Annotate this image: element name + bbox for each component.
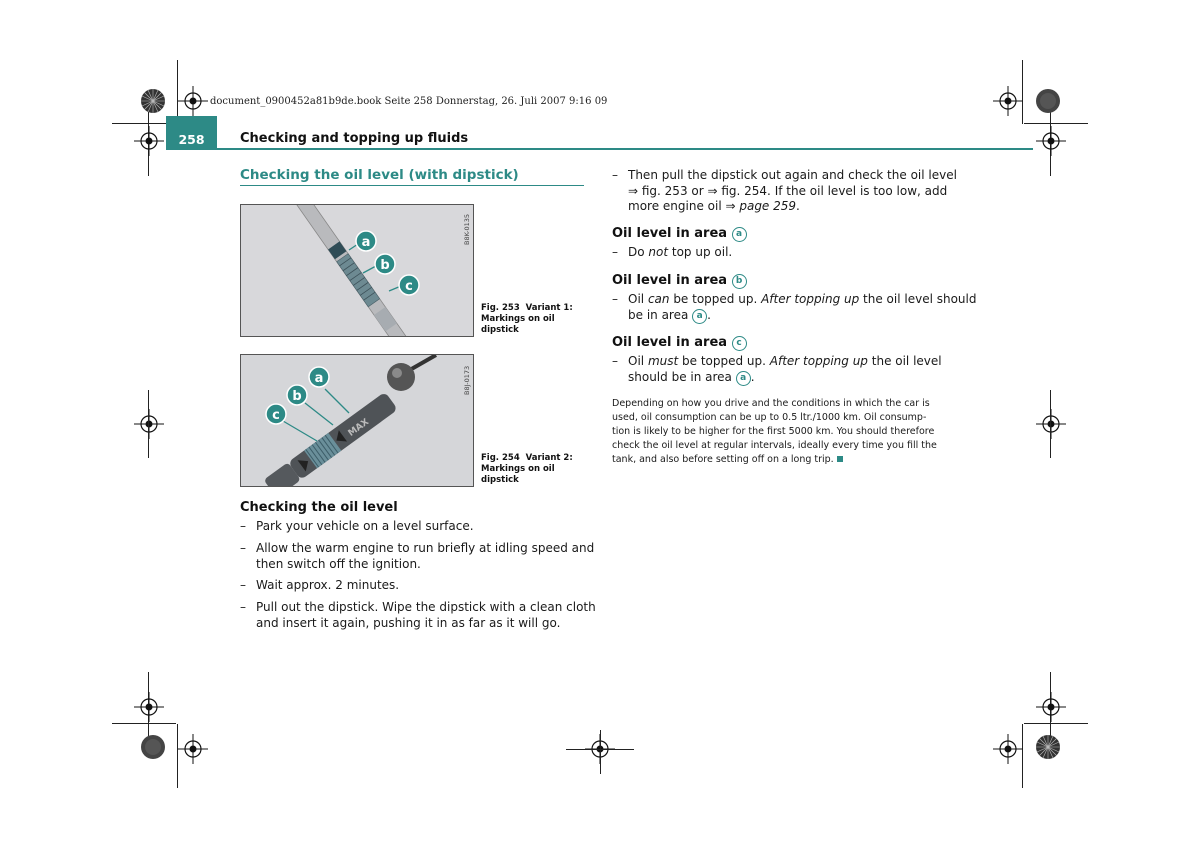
chapter-title: Checking and topping up fluids [240,131,469,146]
registration-mark-icon [1036,692,1066,722]
figure-number: Fig. 254 [481,453,520,463]
step-item: – Pull out the dipstick. Wipe the dipstick with a clean cloth and insert it again, pushing it in as far as it will go. [240,600,596,630]
svg-text:b: b [292,389,302,404]
figure-254-caption [481,453,581,486]
area-a-marker: a [692,309,707,324]
label-a-marker [309,367,329,387]
registration-mark-icon [993,86,1023,116]
label-c-marker [266,404,286,424]
step-text: Oil can be topped up. After topping up the oil level should [628,292,977,306]
label-b-marker [375,254,395,274]
area-a-heading: Oil level in area a [612,226,747,242]
step-text: Oil must be topped up. After topping up the oil level [628,354,942,368]
area-a-marker: a [732,227,747,242]
step-item: – Wait approx. 2 minutes. [240,578,400,592]
figure-253-caption [481,303,581,336]
oil-consumption-note: Depending on how you drive and the conditions in which the car is used, oil consumption can be up to 0.5 ltr./1000 km. Oil consump- tion is likely to be higher for the first 5000 km. You should therefore check the oil level at regular intervals, ideally every time you fill the tank, and also before setting off on a long trip. [612,398,937,465]
area-a-marker: a [736,371,751,386]
registration-mark-icon [134,409,164,439]
step-item: – Oil can be topped up. After topping up the oil level should be in area a . [612,292,977,322]
step-item: – Then pull the dipstick out again and check the oil level ⇒ fig. 253 or ⇒ fig. 254. If the oil level is too low, add more engine oil ⇒ page 259. [612,168,957,213]
step-text: and insert it again, pushing it in as far as it will go. [256,615,561,630]
step-item: – Do not top up oil. [612,245,733,259]
figure-caption-text: Variant 1: Markings on oil dipstick [481,303,573,335]
svg-text:c: c [405,279,413,294]
step-text: more engine oil ⇒ page 259. [628,199,800,213]
area-c-heading: Oil level in area c [612,335,747,351]
figure-code: B8K-0135 [463,213,471,245]
header-rule [166,148,1033,150]
area-b-heading: Oil level in area b [612,273,747,289]
registration-mark-icon [993,734,1023,764]
svg-text:MAX: MAX [346,417,371,439]
svg-text:a: a [361,235,371,250]
dipstick-variant-1-illustration [241,205,473,336]
step-text: Pull out the dipstick. Wipe the dipstick with a clean cloth [256,600,596,614]
step-item: – Oil must be topped up. After topping up the oil level should be in area a . [612,354,942,384]
area-c-marker: c [732,336,747,351]
step-text: ⇒ fig. 253 or ⇒ fig. 254. If the oil level is too low, add [628,183,948,198]
registration-mark-icon [1036,126,1066,156]
end-of-section-marker [837,456,843,462]
step-text: Then pull the dipstick out again and check the oil level [628,168,957,182]
page-reference-link[interactable]: page 259 [739,199,797,213]
step-text: Allow the warm engine to run briefly at idling speed and [256,541,595,555]
starburst-target-icon [140,88,166,114]
starburst-target-icon [1035,734,1061,760]
registration-mark-icon [134,126,164,156]
figure-254-dipstick-variant-2 [240,354,474,487]
figure-caption-text: Variant 2: Markings on oil dipstick [481,453,573,485]
step-text: Park your vehicle on a level surface. [256,519,474,533]
step-text: then switch off the ignition. [256,556,421,571]
label-a-marker [356,231,376,251]
step-text: should be in area a . [628,369,755,384]
dipstick-variant-2-illustration [241,355,473,486]
gray-target-icon [1035,88,1061,114]
label-c-marker [399,275,419,295]
gray-target-icon [140,734,166,760]
area-b-marker: b [732,274,747,289]
step-text: be in area a . [628,307,711,322]
checking-heading: Checking the oil level [240,500,398,515]
figure-number: Fig. 253 [481,303,520,313]
registration-mark-icon [1036,409,1066,439]
step-item: – Park your vehicle on a level surface. [240,519,474,533]
print-slug: document_0900452a81b9de.book Seite 258 Donnerstag, 26. Juli 2007 9:16 09 [210,96,608,107]
step-text: Wait approx. 2 minutes. [256,578,400,592]
page-number: 258 [178,132,205,147]
registration-mark-icon [178,734,208,764]
figure-253-dipstick-variant-1 [240,204,474,337]
step-item: – Allow the warm engine to run briefly at idling speed and then switch off the ignition. [240,541,595,571]
step-text: Do not top up oil. [628,245,733,259]
registration-mark-icon [134,692,164,722]
svg-text:c: c [272,408,280,423]
figure-code: B8J-0173 [463,365,471,395]
label-b-marker [287,385,307,405]
section-title: Checking the oil level (with dipstick) [240,167,519,183]
svg-text:b: b [380,258,390,273]
section-rule [240,185,584,186]
svg-text:a: a [314,371,324,386]
registration-mark-icon [178,86,208,116]
